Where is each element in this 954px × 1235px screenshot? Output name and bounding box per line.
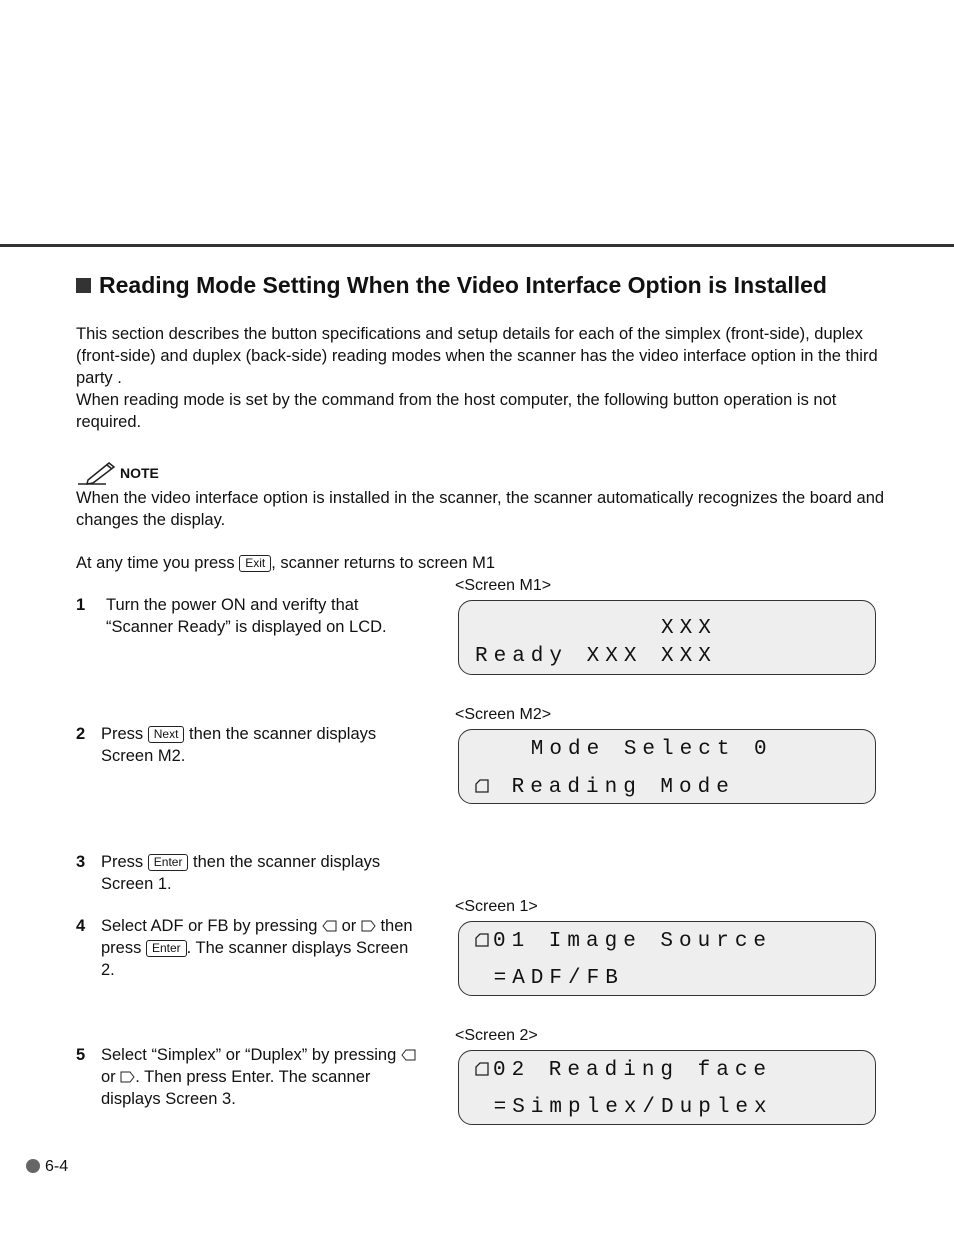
exit-key: Exit: [239, 555, 271, 572]
enter-key: Enter: [148, 854, 189, 871]
step-3: 3 Press Enter then the scanner displays Screen 1.: [76, 853, 381, 893]
screen-2-label: <Screen 2>: [455, 1027, 538, 1044]
note-text: When the video interface option is installed in the scanner, the scanner automatically recognizes the board and changes the display.: [76, 489, 885, 529]
right-arrow-key-icon: [120, 1071, 135, 1083]
left-arrow-key-icon: [322, 920, 337, 932]
pencil-icon: [76, 460, 116, 486]
next-key: Next: [148, 726, 185, 743]
step-1: 1 Turn the power ON and verifty that “Scanner Ready” is displayed on LCD.: [76, 596, 387, 636]
lcd-screen-2: 02 Reading face =Simplex/Duplex: [458, 1050, 876, 1125]
menu-marker-icon: [475, 933, 489, 947]
header-rule: [0, 244, 954, 247]
step-5: 5 Select “Simplex” or “Duplex” by pressing or . Then press Enter. The scanner displays Screen 3.: [76, 1044, 426, 1110]
lcd-screen-m2: Mode Select 0 Reading Mode: [458, 729, 876, 804]
right-arrow-key-icon: [361, 920, 376, 932]
menu-marker-icon: [475, 779, 489, 793]
lcd-screen-1: 01 Image Source =ADF/FB: [458, 921, 876, 996]
section-heading: Reading Mode Setting When the Video Interface Option is Installed: [76, 272, 827, 299]
intro-paragraph: This section describes the button specifications and setup details for each of the simplex (front-side), duplex (front-side) and duplex (back-side) reading modes when the scanner has the video interface option in the third party . When reading mode is set by the command from the host computer, the following button operation is not required.: [76, 325, 878, 431]
left-arrow-key-icon: [401, 1049, 416, 1061]
note-label: NOTE: [76, 460, 159, 486]
screen-m1-label: <Screen M1>: [455, 577, 552, 594]
screen-1-label: <Screen 1>: [455, 898, 538, 915]
step-4: 4 Select ADF or FB by pressing or then press Enter . The scanner displays Screen 2.: [76, 917, 413, 979]
screen-m2-label: <Screen M2>: [455, 706, 552, 723]
menu-marker-icon: [475, 1062, 489, 1076]
square-bullet-icon: [76, 278, 91, 293]
step-2: 2 Press Next then the scanner displays Screen M2.: [76, 725, 377, 765]
enter-key: Enter: [146, 940, 187, 957]
page-number: 6-4: [26, 1158, 68, 1176]
exit-instruction: At any time you press Exit , scanner returns to screen M1: [76, 554, 496, 572]
lcd-screen-m1: XXX Ready XXX XXX: [458, 600, 876, 675]
bullet-dot-icon: [26, 1159, 40, 1173]
